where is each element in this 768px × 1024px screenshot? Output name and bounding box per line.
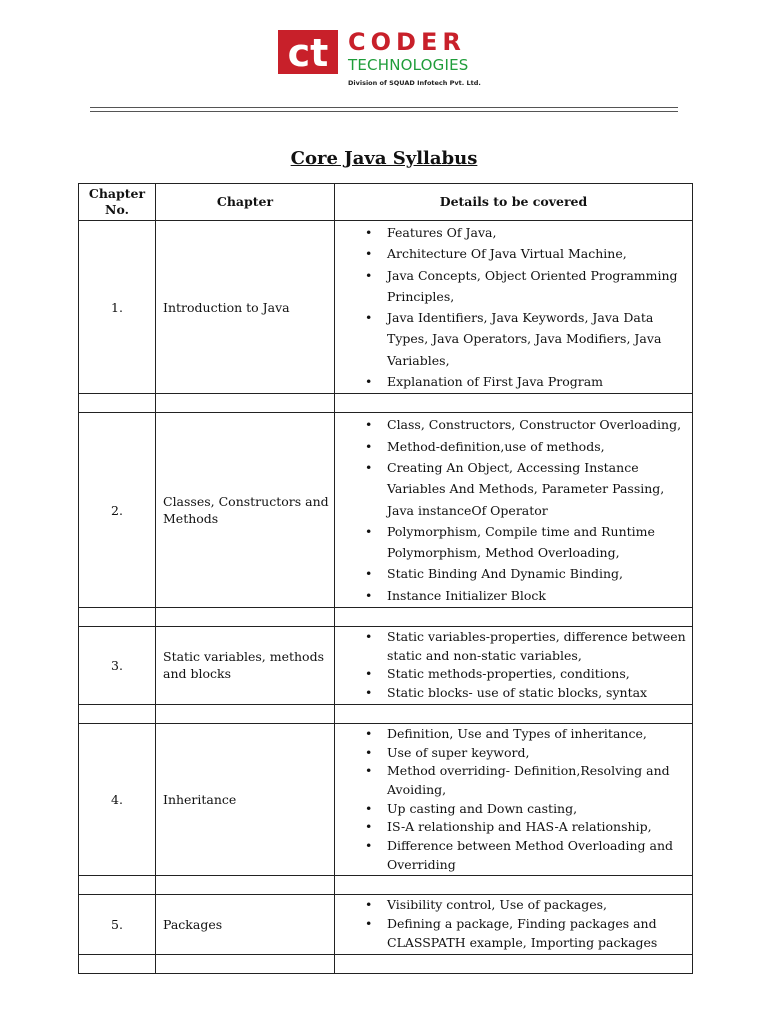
header-details: Details to be covered xyxy=(335,184,693,221)
detail-item: • Architecture Of Java Virtual Machine, xyxy=(387,243,692,264)
detail-item: • Creating An Object, Accessing Instance Variables And Methods, Parameter Passing, Java instanceOf Operator xyxy=(387,457,692,521)
detail-item: • Up casting and Down casting, xyxy=(387,800,692,819)
spacer-row xyxy=(79,704,693,723)
detail-item: • Java Concepts, Object Oriented Programming Principles, xyxy=(387,265,692,308)
logo-brand-coder: CODER xyxy=(348,28,466,56)
detail-item: • Instance Initializer Block xyxy=(387,585,692,606)
detail-item: • Static Binding And Dynamic Binding, xyxy=(387,563,692,584)
spacer-row xyxy=(79,876,693,895)
header-chapter-no: Chapter No. xyxy=(79,184,156,221)
header-rule-top xyxy=(90,107,678,108)
chapter-number: 4. xyxy=(79,723,156,876)
detail-item: • Static blocks- use of static blocks, syntax xyxy=(387,684,692,703)
detail-item: • Static variables-properties, difference between static and non-static variables, xyxy=(387,628,692,665)
coder-technologies-logo-mark xyxy=(278,28,338,76)
page-title: Core Java Syllabus xyxy=(290,148,478,169)
detail-item: • IS-A relationship and HAS-A relationship, xyxy=(387,818,692,837)
spacer-row xyxy=(79,608,693,627)
svg-text:ct: ct xyxy=(287,31,329,75)
detail-item: • Use of super keyword, xyxy=(387,744,692,763)
chapter-name: Packages xyxy=(156,895,335,954)
header-rule-bottom xyxy=(90,111,678,112)
detail-item: • Polymorphism, Compile time and Runtime Polymorphism, Method Overloading, xyxy=(387,521,692,564)
table-row xyxy=(79,627,693,705)
detail-item: • Defining a package, Finding packages and CLASSPATH example, Importing packages xyxy=(387,915,692,952)
detail-item: • Java Identifiers, Java Keywords, Java Data Types, Java Operators, Java Modifiers, Java Variables, xyxy=(387,307,692,371)
detail-item: • Features Of Java, xyxy=(387,222,692,243)
spacer-row xyxy=(79,954,693,973)
chapter-name: Classes, Constructors and Methods xyxy=(156,413,335,608)
chapter-name: Introduction to Java xyxy=(156,221,335,394)
detail-item: • Static methods-properties, conditions, xyxy=(387,665,692,684)
chapter-details xyxy=(335,221,693,394)
chapter-name: Static variables, methods and blocks xyxy=(156,627,335,705)
table-row xyxy=(79,895,693,954)
logo-division-text: Division of SQUAD Infotech Pvt. Ltd. xyxy=(348,79,481,87)
detail-item: • Class, Constructors, Constructor Overloading, xyxy=(387,414,692,435)
detail-item: • Visibility control, Use of packages, xyxy=(387,896,692,915)
header-chapter: Chapter xyxy=(156,184,335,221)
company-logo xyxy=(278,28,481,92)
spacer-row xyxy=(79,394,693,413)
chapter-details xyxy=(335,627,693,705)
chapter-number: 2. xyxy=(79,413,156,608)
table-header-row xyxy=(79,184,693,221)
chapter-name: Inheritance xyxy=(156,723,335,876)
chapter-number: 1. xyxy=(79,221,156,394)
chapter-number: 5. xyxy=(79,895,156,954)
detail-item: • Explanation of First Java Program xyxy=(387,371,692,392)
table-row xyxy=(79,221,693,394)
syllabus-table xyxy=(78,183,693,974)
table-row xyxy=(79,413,693,608)
detail-item: • Method overriding- Definition,Resolving and Avoiding, xyxy=(387,762,692,799)
chapter-details xyxy=(335,723,693,876)
detail-item: • Definition, Use and Types of inheritance, xyxy=(387,725,692,744)
chapter-number: 3. xyxy=(79,627,156,705)
chapter-details xyxy=(335,895,693,954)
detail-item: • Difference between Method Overloading and Overriding xyxy=(387,837,692,874)
logo-brand-technologies: TECHNOLOGIES xyxy=(348,56,469,74)
detail-item: • Method-definition,use of methods, xyxy=(387,436,692,457)
chapter-details xyxy=(335,413,693,608)
table-row xyxy=(79,723,693,876)
